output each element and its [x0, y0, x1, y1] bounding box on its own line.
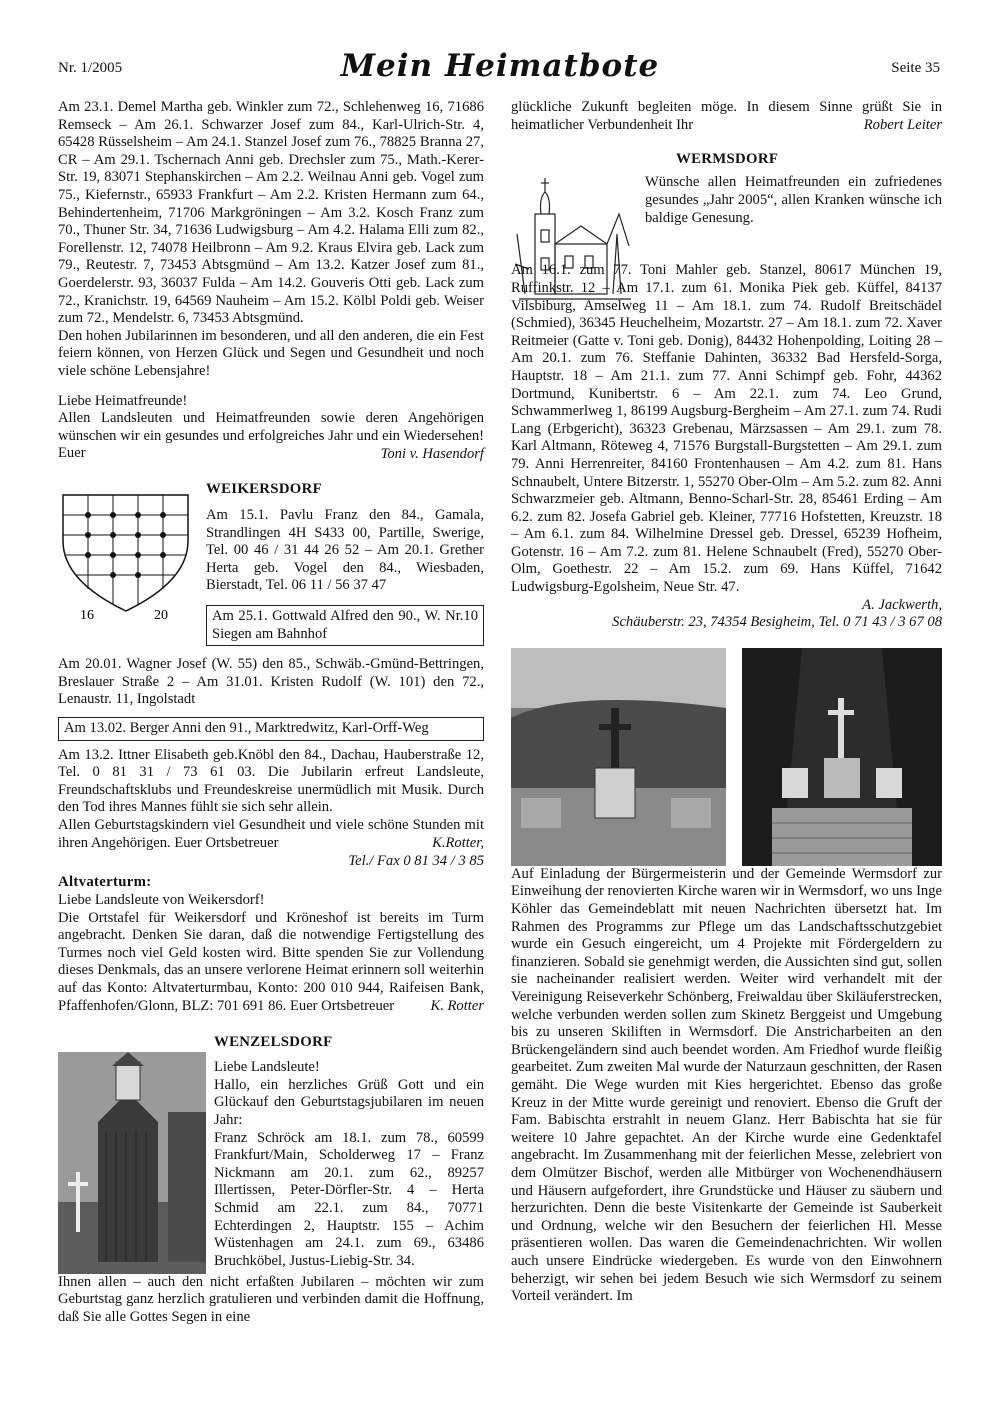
greeting-signature: Toni v. Hasendorf [380, 445, 484, 462]
section-title-altvaterturm: Altvaterturm: [58, 874, 152, 891]
masthead-logo: Mein Heimatbote [340, 48, 660, 84]
crest-year-right: 20 [154, 608, 168, 622]
wermsdorf-cemetery-photo-2 [742, 648, 942, 866]
section-title-weikersdorf: WEIKERSDORF [206, 481, 322, 498]
crest-year-left: 16 [80, 608, 94, 622]
page-number: Seite 35 [891, 60, 940, 76]
wermsdorf-report: Auf Einladung der Bürgermeisterin und der Gemeinde Wermsdorf zur Einweihung der renovierten Kirche waren wir in Wermsdorf, wo uns Inge Köhler das Gemeindeblatt mit neuen Nachrichten übersetzt hat. Im Rahmen des Programms zur Pflege um das Landschaftsschutzgebiet wurde ein Gesuch eingereicht, um 4 Projekte mit Fördergeldern zu finanzieren. Sobald sie genehmigt werden, die Aussichten sind gut, sollen sie nacheinander realisiert werden. Weiter wird verhandelt mit der Vereinigung Reiseverkehr Schönberg, Freiwaldau über Skiläuferstrecken, welche verbunden werden sollen zum Skinetz Berggeist und Umgebung bis zu unseren Skiliften in Wermsdorf. Die Anstricharbeiten an den Brückengeländern sind auch beendet worden. Am Friedhof wurde fleißig gearbeitet. Zum zweiten Mal wurde der Naturzaun geschnitten, der Rasen gemäht. Die Wege wurden mit Kies hergerichtet. Ebenso das große Kreuz in der Mitte wurde gereinigt und renoviert. Ebenso die Gruft der Fam. Babischta erstrahlt in neuem Glanz. Herr Babischta hat sie für weitere 10 Jahre gepachtet. An der Kirche wurde eine Gedenktafel angebracht. Im Zusammenhang mit der feierlichen Messe, zelebriert von dem Olmützer Bischof, werden alle Mitbürger von Wochenendhäusern und Häusern aufgefordert, ihre Grundstücke und Häuser zu säubern und herzurichten. Denn die beste Visitenkarte der Gemeinde ist Sauberkeit und Ordnung, welche wir den Besuchern der feierlichen Hl. Messe präsentieren wollen. Das waren die Gemeindenachrichten. Wir wollen auch unsere Eindrücke wiedergeben. Es wurde von den Einwohnern beherzigt, wir sehen bei jedem Besuch wie sich Wermsdorf zu seinem Vorteil verändert. Im [511, 865, 942, 1305]
cemetery-photo-icon [511, 648, 726, 866]
wenzelsdorf-greeting: Hallo, ein herzliches Grüß Gott und ein Glückauf den Geburtstagsjubilaren im neuen Jahr: [214, 1076, 484, 1129]
issue-number: Nr. 1/2005 [58, 60, 123, 76]
crest-shield-icon [58, 481, 198, 621]
wenzelsdorf-closing: Ihnen allen – auch den nicht erfaßten Jubilaren – möchten wir zum Geburtstag ganz herzlich gratulieren und verbinden damit die Hoffnung, daß Sie alle Gottes Segen in eine [58, 1273, 484, 1325]
wermsdorf-birthdays: Am 16.1. zum 77. Toni Mahler geb. Stanzel, 80617 München 19, Ruffinkstr. 12 – Am 17.1. zum 61. Monika Piek geb. Küffel, 84137 Vilsbiburg, Amselweg 11 – Am 18.1. zum 74. Rudolf Breitschädel (Schmied), 36345 Heuchelheim, Mozartstr. 27 – Am 18.1. zum 72. Xaver Reitmeier (Gatte v. Toni geb. Donig), 84432 Hohenpolding, Loiting 28 – Am 20.1. zum 76. Steffanie Dahinten, 36332 Bad Hersfeld-Sorga, Hauptstr. 18 – Am 21.1. zum 77. Anni Schimpf geb. Fohr, 44362 Dortmund, Kunibertstr. 6 – Am 22.1. zum 74. Leo Grund, Schwammerlweg 1, 86199 Augsburg-Bergheim – Am 27.1. zum 74. Rudi Lang (Erbgericht), 36323 Grebenau, Märzsassen – Am 29.1. zum 78. Karl Altmann, Röteweg 4, 71576 Burgstall-Burgstetten – Am 29.1. zum 79. Anni Herrenreiter, 84160 Frontenhausen – Am 4.2. zum 81. Hans Schnaubelt, Untere Bitzerstr. 1, 55270 Ober-Olm – Am 5.2. zum 82. Anni Schwarzmeier geb. Altmann, Benno-Scharl-Str. 28, 85461 Erding – Am 6.2. zum 82. Josefa Gabriel geb. Kleiner, 77716 Hofstetten, Kreuzstr. 18 – Am 6.1. zum 84. Wilhelmine Dressel geb. Dressel, 65239 Hofheim, Gotenstr. 16 – Am 7.2. zum 81. Helene Schnaubelt (Fred), 55270 Ober-Olm, Goethestr. 22 – Am 15.2. zum 69. Hans Küffel, 71642 Ludwigsburg-Egolsheim, Neue Str. 47. [511, 262, 942, 596]
section-title-wermsdorf: WERMSDORF [676, 150, 779, 167]
chapel-image-icon [58, 1052, 206, 1274]
weikersdorf-signature-tel: Tel./ Fax 0 81 34 / 3 85 [348, 852, 484, 869]
section-title-wenzelsdorf: WENZELSDORF [214, 1033, 333, 1050]
jubilee-wishes: Den hohen Jubilarinnen im besonderen, und all den anderen, die ein Fest feiern können, von Herzen Glück und Segen und Gesundheit und noch viele schöne Lebensjahre! [58, 327, 484, 379]
leiter-signature: Robert Leiter [863, 117, 942, 134]
weikersdorf-signature: K.Rotter, [432, 835, 484, 852]
altvater-salutation: Liebe Landsleute von Weikersdorf! [58, 891, 265, 908]
wermsdorf-signature: A. Jackwerth, [862, 596, 942, 613]
weikersdorf-birthdays-cont: Am 20.01. Wagner Josef (W. 55) den 85., Schwäb.-Gmünd-Bettringen, Breslauer Straße 2 – Am 31.01. Kristen Rudolf (W. 101) den 72., Lenaustr. 11, Ingolstadt [58, 656, 484, 708]
weikersdorf-highlight-box: Am 25.1. Gottwald Alfred den 90., W. Nr.10 Siegen am Bahnhof [206, 605, 484, 646]
wenzelsdorf-salutation: Liebe Landsleute! [214, 1059, 320, 1076]
weikersdorf-wishes: Allen Geburtstagskindern viel Gesundheit und viele schöne Stunden mit ihren Angehörigen. Euer Ortsbetreuer [58, 816, 484, 851]
wenzelsdorf-chapel-photo [58, 1052, 206, 1274]
greeting-salutation: Liebe Heimatfreunde! [58, 392, 188, 409]
wermsdorf-wishes: Wünsche allen Heimatfreunden ein zufriedenes gesundes „Jahr 2005“, allen Kranken wünsche ich baldige Genesung. [645, 174, 942, 226]
altvater-signature: K. Rotter [430, 998, 484, 1015]
altvater-text: Die Ortstafel für Weikersdorf und Kröneshof ist bereits im Turm angebracht. Denken Sie daran, daß die notwendige Fertigstellung des Turmes noch viel Geld kosten wird. Bitte spenden Sie zur Vollendung dieses Denkmals, das an unsere verlorene Heimat erinnern soll weiterhin auf das Konto: Altvaterturmbau, Konto: 200 010 944, Raifeisen Bank, Pfaffenhofen/Glonn, BLZ: 701 691 86. Euer Ortsbetreuer [58, 909, 484, 1014]
page-header [0, 0, 1000, 90]
cemetery-photo-2-icon [742, 648, 942, 866]
weikersdorf-ittner: Am 13.2. Ittner Elisabeth geb.Knöbl den 84., Dachau, Hauberstraße 12, Tel. 0 81 31 / 73 61 03. Die Jubilarin erfreut Landsleute, Freundschaftsklubs und Freundeskreise unermüdlich mit Musik. Durch den Tod ihres Mannes fühlt sie sich sehr allein. [58, 746, 484, 816]
weikersdorf-birthdays: Am 15.1. Pavlu Franz den 84., Gamala, Strandlingen 4H S433 00, Partille, Swerige, Tel. 00 46 / 31 44 26 52 – Am 20.1. Grether Herta geb. Vogel den 84., Wiesbaden, Bierstadt, Tel. 06 11 / 56 37 47 [206, 507, 484, 594]
weikersdorf-highlight-box-2: Am 13.02. Berger Anni den 91., Marktredwitz, Karl-Orff-Weg [58, 717, 484, 741]
wermsdorf-cemetery-photo-1 [511, 648, 726, 866]
left-column [58, 99, 484, 1326]
weikersdorf-crest [58, 481, 198, 621]
leiter-closing: glückliche Zukunft begleiten möge. In diesem Sinne grüßt Sie in heimatlicher Verbundenheit Ihr [511, 99, 942, 133]
wermsdorf-signature-address: Schäuberstr. 23, 74354 Besigheim, Tel. 0 71 43 / 3 67 08 [612, 614, 942, 631]
right-column [511, 99, 942, 1306]
wenzelsdorf-birthdays: Franz Schröck am 18.1. zum 78., 60599 Frankfurt/Main, Scholderweg 17 – Franz Nickmann am 20.1. zum 62., 89257 Illertissen, Peter-Dörfler-Str. 4 – Herta Schmid am 22.1. zum 84., 70771 Echterdingen 2, Hauptstr. 155 – Achim Wüstenhagen am 24.1. zum 69., 63486 Bruchköbel, Justus-Liebig-Str. 34. [214, 1129, 484, 1269]
birthday-list: Am 23.1. Demel Martha geb. Winkler zum 72., Schlehenweg 16, 71686 Remseck – Am 26.1. Schwarzer Josef zum 84., Karl-Ulrich-Str. 4, 65428 Rüsselsheim – Am 24.1. Stanzel Josef zum 76., 78825 Branna 27, CR – Am 29.1. Tschernach Anni geb. Drechsler zum 75., Math.-Kerer-Str. 19, 83071 Stephanskirchen – Am 2.2. Weilnau Anni geb. Vogel zum 75., Kiefernstr., 65933 Frankfurt – Am 2.2. Kristen Hermann zum 64., Behindertenheim, 71706 Markgröningen – Am 3.2. Kosch Franz zum 70., Thuner Str. 34, 71636 Ludwigsburg – Am 4.2. Halama Elli zum 82., Forellenstr. 12, 74078 Heilbronn – Am 9.2. Kraus Elvira geb. Lack zum 79., Reutestr. 7, 73453 Abtsgmünd – Am 13.2. Katzer Josef zum 81., Goerdelerstr. 93, 36037 Fulda – Am 14.2. Gouveris Otti geb. Lack zum 72., Kranichstr. 19, 64569 Nauheim – Am 15.2. Kölbl Poldi geb. Weiser zum 72., Mendelstr. 6, 73453 Abtsgmünd. [58, 99, 484, 327]
greeting-text: Allen Landsleuten und Heimatfreunden sowie deren Angehörigen wünschen wir ein gesundes und erfolgreiches Jahr und ein Wiedersehen! Euer [58, 410, 484, 462]
